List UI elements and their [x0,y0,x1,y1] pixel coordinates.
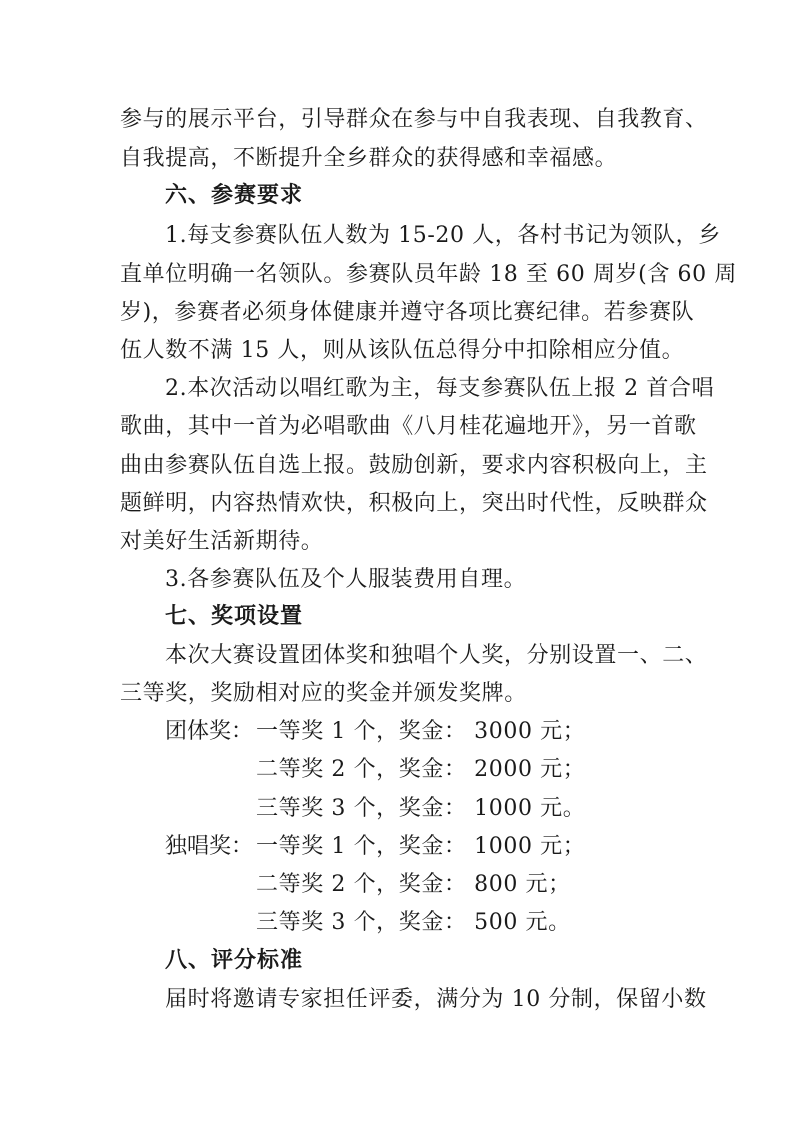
team-award-third: 三等奖 3 个，奖金： 1000 元。 [256,796,586,821]
section-6-item-2-line-5: 对美好生活新期待。 [120,529,324,554]
section-6-item-2-line-4: 题鲜明，内容热情欢快，积极向上，突出时代性，反映群众 [120,491,708,516]
section-7-intro-line-1: 本次大赛设置团体奖和独唱个人奖，分别设置一、二、 [165,643,708,668]
team-award-first: 一等奖 1 个，奖金： 3000 元； [256,719,586,744]
team-award-second: 二等奖 2 个，奖金： 2000 元； [256,757,586,782]
team-award-label: 团体奖： [165,719,254,744]
section-7-intro-line-2: 三等奖，奖励相对应的奖金并颁发奖牌。 [120,681,527,706]
section-6-item-2-line-2: 歌曲，其中一首为必唱歌曲《八月桂花遍地开》，另一首歌 [120,414,697,439]
solo-award-third: 三等奖 3 个，奖金： 500 元。 [256,910,571,935]
section-6-item-1-line-1: 1.每支参赛队伍人数为 15-20 人，各村书记为领队，乡 [165,223,721,248]
solo-award-second: 二等奖 2 个，奖金： 800 元； [256,872,571,897]
solo-award-first: 一等奖 1 个，奖金： 1000 元； [256,834,586,859]
section-8-heading: 八、评分标准 [165,948,304,973]
intro-line-1: 参与的展示平台，引导群众在参与中自我表现、自我教育、 [120,107,708,132]
section-6-item-1-line-3: 岁)，参赛者必须身体健康并遵守各项比赛纪律。若参赛队 [120,300,695,325]
intro-line-2: 自我提高，不断提升全乡群众的获得感和幸福感。 [120,146,618,171]
section-6-item-2-line-1: 2.本次活动以唱红歌为主，每支参赛队伍上报 2 首合唱 [165,376,715,401]
section-6-item-2-line-3: 曲由参赛队伍自选上报。鼓励创新，要求内容积极向上，主 [120,453,708,478]
solo-award-label: 独唱奖： [165,834,254,859]
section-6-item-1-line-2: 直单位明确一名领队。参赛队员年龄 18 至 60 周岁(含 60 周 [120,262,737,287]
section-7-heading: 七、奖项设置 [165,604,304,629]
section-6-item-3: 3.各参赛队伍及个人服装费用自理。 [165,567,527,592]
section-6-heading: 六、参赛要求 [165,183,304,208]
section-8-line-1: 届时将邀请专家担任评委，满分为 10 分制，保留小数 [165,987,707,1012]
section-6-item-1-line-4: 伍人数不满 15 人，则从该队伍总得分中扣除相应分值。 [120,338,685,363]
